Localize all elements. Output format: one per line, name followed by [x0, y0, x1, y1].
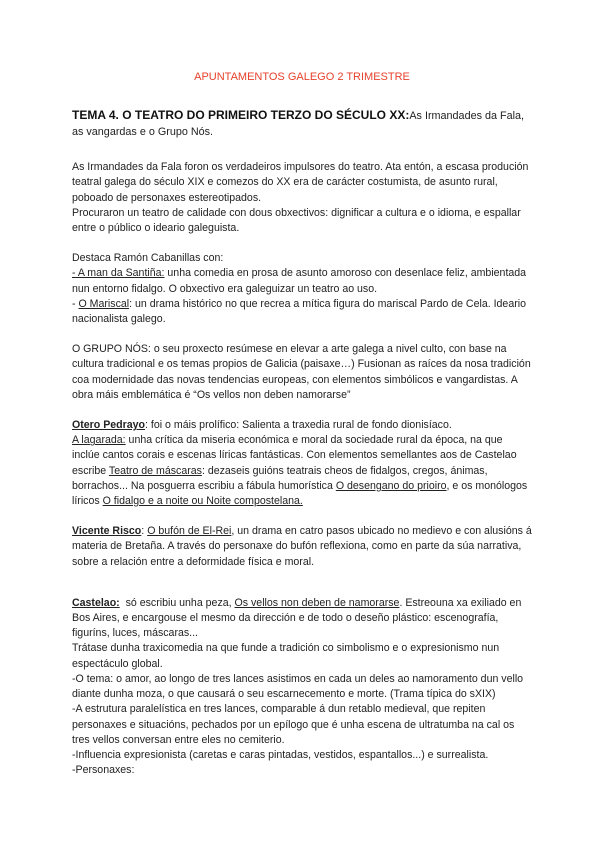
tema-heading [72, 107, 532, 140]
castelao-line-3: -O tema: o amor, ao longo de tres lances asistimos en cada un deles ao namoramento dun vello diante dunha moza, o que causará o seu escarnecemento e morte. (Trama típica do sXIX) [72, 672, 524, 701]
cabanillas-lead: Destaca Ramón Cabanillas con: [72, 252, 224, 265]
cabanillas-item-2-prefix: - [72, 297, 79, 310]
document-page [72, 70, 532, 778]
castelao-lead-paragraph [72, 596, 532, 642]
cabanillas-item-1-title: - A man da Santiña: [72, 267, 165, 280]
castelao-lead-rest: . Estreouna xa exiliado en Bos Aires, e encargouse el mesmo da dirección e de todo o deseño plástico: escenografía, figuríns, luces, máscaras... [72, 596, 522, 640]
castelao-line-2: Trátase dunha traxicomedia na que funde a tradición co simbolismo e o expresionismo nun espectáculo global. [72, 642, 500, 670]
otero-paragraph [72, 418, 532, 509]
castelao-line-4: -A estrutura paralelística en tres lances, comparable á dun retablo medieval, que repiten personaxes e situacións, pechados por un epílogo que é unha escena de ultratumba na cal os tres vellos conversan entre eles no cemiterio. [72, 703, 515, 746]
tema-title-rest: As Irmandades da Fala, as vangardas e o Grupo Nós. [72, 110, 524, 139]
otero-lead: : foi o máis prolífico: Salienta a traxedia rural de fondo dionisíaco. [145, 419, 452, 432]
otero-work-2-text: : dezaseis guións teatrais cheos de fidalgos, cregos, ánimas, borrachos... Na posguerra escribiu a fábula humorística [72, 464, 488, 492]
cabanillas-item-2-text: : un drama histórico no que recrea a mítica figura do mariscal Pardo de Cela. Ideario nacionalista galego. [72, 297, 526, 326]
grupo-nos-paragraph: O GRUPO NÓS: o seu proxecto resúmese en elevar a arte galega a nivel culto, con base na cultura tradicional e os temas propios de Galicia (paisaxe…) Fusionan as raíces da nosa tradición coa modernidade das novas tendencias europeas, con elementos simbólicos e vangardistas. A obra máis emblemática é “Os vellos non deben namorarse” [72, 343, 531, 401]
castelao-name: Castelao: [72, 596, 120, 609]
risco-paragraph [72, 524, 532, 570]
castelao-lead: só escribiu unha peza, [119, 596, 235, 609]
risco-colon: : [141, 525, 148, 538]
cabanillas-item-2-title: O Mariscal [78, 297, 130, 310]
tema-title-bold: TEMA 4. O TEATRO DO PRIMEIRO TERZO DO SÉCULO XX: [72, 108, 410, 123]
cabanillas-item-2 [72, 297, 532, 327]
otero-work-4: O fidalgo e a noite ou Noite compostelana. [102, 495, 303, 508]
cabanillas-item-1-text: unha comedia en prosa de asunto amoroso con desenlace feliz, ambientada nun entorno fidalgo. O obxectivo era galeguizar un teatro ao uso. [72, 267, 527, 295]
intro-paragraph-1: As Irmandades da Fala foron os verdadeiros impulsores do teatro. Ata entón, a escasa produción teatral galega do século XIX e comezos do XX era de carácter costumista, de asunto rural, poboado de personaxes estereotipados. [72, 161, 529, 204]
otero-work-1: A lagarada: [72, 434, 126, 447]
castelao-line-6: -Personaxes: [72, 764, 135, 777]
intro-paragraph-2: Procuraron un teatro de calidade con dous obxectivos: dignificar a cultura e o idioma, e espallar entre o público o ideario galeguista. [72, 206, 521, 235]
otero-work-3: O desengano do prioiro [335, 479, 447, 492]
otero-work-3-text: , e os monólogos líricos [72, 479, 528, 508]
risco-text: , un drama en catro pasos ubicado no medievo e con alusións á materia de Bretaña. A través do personaxe do bufón reflexiona, como en parte da súa narrativa, sobre a relación entre a deformidade física e moral. [72, 525, 532, 568]
otero-work-1-text: unha crítica da miseria económica e moral da sociedade rural da época, na que inclúe cantos corais e escenas líricas fantásticas. Con elementos semellantes aos de Castelao escribe [72, 434, 517, 477]
castelao-line-5: -Influencia expresionista (caretas e caras pintadas, vestidos, espantallos...) e surrealista. [72, 748, 489, 761]
castelao-work: Os vellos non deben de namorarse [234, 596, 400, 609]
risco-work: O bufón de El-Rei [147, 525, 232, 538]
otero-name: Otero Pedrayo [72, 419, 146, 432]
risco-name: Vicente Risco [72, 525, 142, 538]
cabanillas-item-1 [72, 266, 532, 296]
otero-work-2: Teatro de máscaras [108, 464, 202, 477]
document-title: APUNTAMENTOS GALEGO 2 TRIMESTRE [194, 71, 410, 83]
